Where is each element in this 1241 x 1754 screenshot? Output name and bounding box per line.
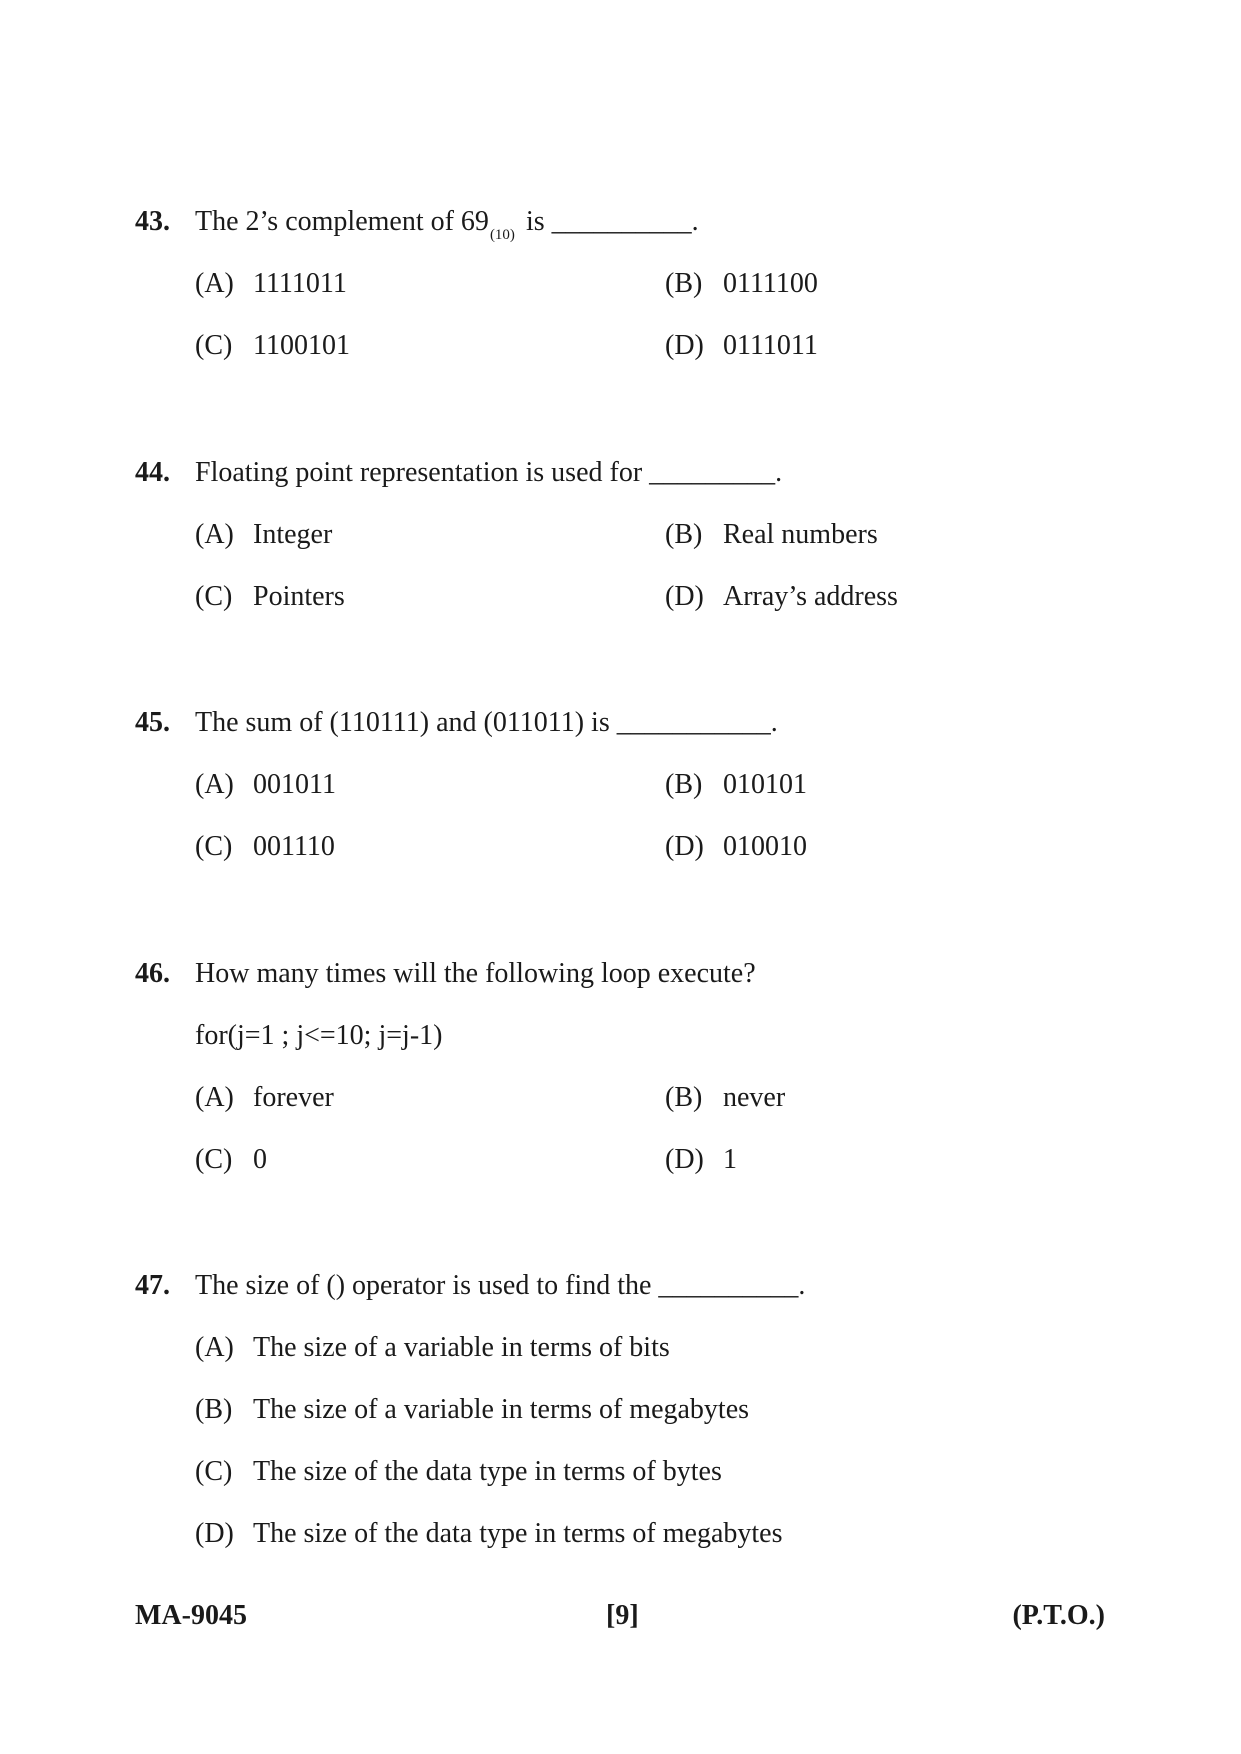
option-46-d: (D) 1 [665,1144,737,1175]
option-44-a: (A) Integer [195,519,333,550]
question-45 [135,707,778,739]
option-45-d: (D) 010010 [665,831,807,862]
question-text: The size of () operator is used to find the __________. [195,1270,806,1301]
paper-code: MA-9045 [135,1600,247,1631]
question-number: 47. [135,1270,170,1301]
question-43 [135,206,699,243]
option-46-c: (C) 0 [195,1144,267,1175]
option-43-b: (B) 0111100 [665,268,818,299]
question-number: 43. [135,206,170,237]
option-46-b: (B) never [665,1082,786,1113]
question-number: 45. [135,707,170,738]
please-turn-over: (P.T.O.) [1012,1600,1105,1631]
option-43-d: (D) 0111011 [665,330,818,361]
option-44-b: (B) Real numbers [665,519,878,550]
option-43-a: (A) 1111011 [195,268,347,299]
question-47 [135,1270,805,1302]
option-43-c: (C) 1100101 [195,330,350,361]
option-44-c: (C) Pointers [195,581,345,612]
option-46-a: (A) forever [195,1082,334,1113]
question-44 [135,457,782,489]
option-47-d: (D) The size of the data type in terms of megabytes [195,1518,783,1549]
question-text: The sum of (110111) and (011011) is ___________. [195,707,778,738]
question-number: 44. [135,457,170,488]
subscript: (10) [489,227,515,243]
question-text: Floating point representation is used for _________. [195,457,783,488]
loop-code: for(j=1 ; j<=10; j=j-1) [195,1020,443,1051]
option-47-b: (B) The size of a variable in terms of megabytes [195,1394,750,1425]
question-text: The 2’s complement of $69_{(10)}$ is __________. [195,206,699,243]
question-text: How many times will the following loop execute? [195,958,756,989]
option-47-c: (C) The size of the data type in terms of bytes [195,1456,722,1487]
question-46 [135,958,756,990]
option-44-d: (D) Array’s address [665,581,898,612]
option-45-a: (A) 001011 [195,769,336,800]
option-45-b: (B) 010101 [665,769,807,800]
page-number: [9] [606,1600,639,1631]
option-45-c: (C) 001110 [195,831,335,862]
question-number: 46. [135,958,170,989]
option-47-a: (A) The size of a variable in terms of bits [195,1332,670,1363]
